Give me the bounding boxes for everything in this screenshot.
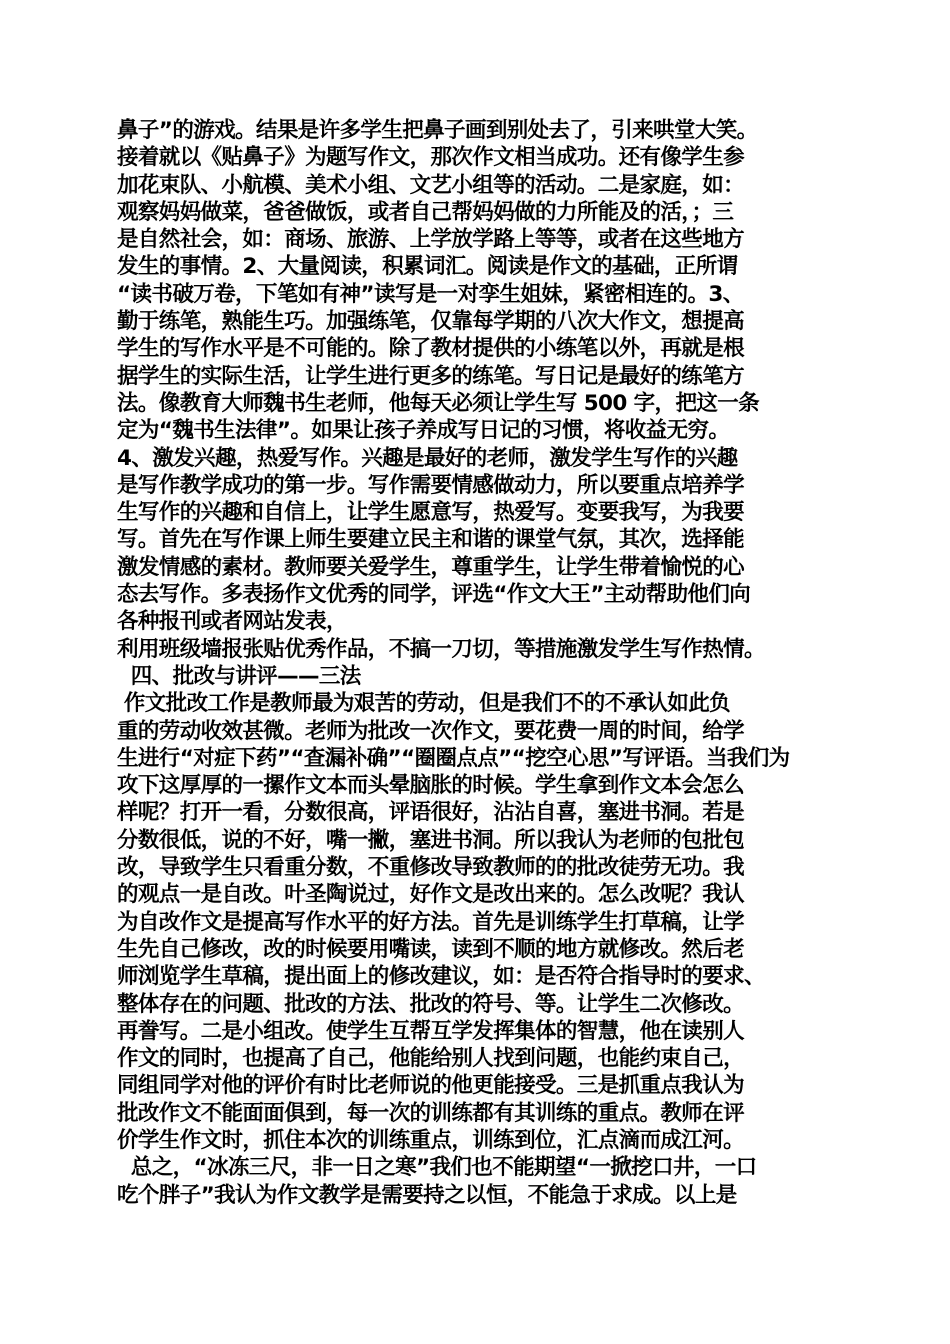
text-line: 是自然社会，如：商场、旅游、上学放学路上等等，或者在这些地方 — [117, 227, 745, 253]
text-line: 价学生作文时，抓住本次的训练重点，训练到位，汇点滴而成江河。 — [117, 1127, 745, 1153]
text-line: 生写作的兴趣和自信上，让学生愿意写，热爱写。变要我写，为我要 — [117, 500, 745, 526]
document-body — [117, 117, 852, 1209]
text-line: 批改作文不能面面俱到，每一次的训练都有其训练的重点。教师在评 — [117, 1100, 745, 1126]
text-line: 生进行“对症下药”“查漏补确”“圈圈点点”“挖空心思”写评语。当我们为 — [117, 745, 790, 771]
text-line: 总之，“冰冻三尺，非一日之寒”我们也不能期望“一掀挖口井，一口 — [117, 1155, 757, 1181]
text-line: “读书破万卷，下笔如有神”读写是一对孪生姐妹，紧密相连的。3、 — [117, 281, 744, 307]
text-line: 的观点一是自改。叶圣陶说过，好作文是改出来的。怎么改呢？我认 — [117, 882, 745, 908]
text-line: 据学生的实际生活，让学生进行更多的练笔。写日记是最好的练笔方 — [117, 363, 745, 389]
text-line: 是写作教学成功的第一步。写作需要情感做动力，所以要重点培养学 — [117, 472, 745, 498]
text-line: 各种报刊或者网站发表， — [117, 609, 347, 635]
text-line: 分数很低，说的不好，嘴一撇，塞进书洞。所以我认为老师的包批包 — [117, 827, 745, 853]
text-line: 勤于练笔，熟能生巧。加强练笔，仅靠每学期的八次大作文，想提高 — [117, 309, 745, 335]
text-line: 鼻子”的游戏。结果是许多学生把鼻子画到别处去了，引来哄堂大笑。 — [117, 118, 758, 143]
text-line: 作文批改工作是教师最为艰苦的劳动，但是我们不的不承认如此负 — [117, 691, 730, 717]
text-line: 为自改作文是提高写作水平的好方法。首先是训练学生打草稿，让学 — [117, 909, 745, 935]
text-line: 利用班级墙报张贴优秀作品，不搞一刀切，等措施激发学生写作热情。 — [117, 636, 765, 662]
text-line: 作文的同时，也提高了自己，他能给别人找到问题，也能约束自己， — [117, 1046, 745, 1072]
text-line: 改，导致学生只看重分数，不重修改导致教师的的批改徒劳无功。我 — [117, 855, 745, 881]
text-line: 样呢？打开一看，分数很高，评语很好，沾沾自喜，塞进书洞。若是 — [117, 800, 745, 826]
text-line: 重的劳动收效甚微。老师为批改一次作文，要花费一周的时间，给学 — [117, 718, 745, 744]
text-line: 学生的写作水平是不可能的。除了教材提供的小练笔以外，再就是根 — [117, 336, 745, 362]
text-line: 加花束队、小航模、美术小组、文艺小组等的活动。二是家庭，如： — [117, 172, 745, 198]
text-line: 发生的事情。2、大量阅读，积累词汇。阅读是作文的基础，正所谓 — [117, 254, 738, 280]
text-line: 4、激发兴趣，热爱写作。兴趣是最好的老师，激发学生写作的兴趣 — [117, 445, 738, 471]
text-line: 法。像教育大师魏书生老师，他每天必须让学生写 500 字，把这一条 — [117, 390, 760, 416]
text-line: 接着就以《贴鼻子》为题写作文，那次作文相当成功。还有像学生参 — [117, 145, 745, 171]
text-line: 攻下这厚厚的一摞作文本而头晕脑胀的时候。学生拿到作文本会怎么 — [117, 773, 745, 799]
text-line: 师浏览学生草稿，提出面上的修改建议，如：是否符合指导时的要求、 — [117, 964, 765, 990]
text-line: 同组同学对他的评价有时比老师说的他更能接受。三是抓重点我认为 — [117, 1073, 745, 1099]
text-line: 生先自己修改，改的时候要用嘴读，读到不顺的地方就修改。然后老 — [117, 936, 745, 962]
text-line: 整体存在的问题、批改的方法、批改的符号、等。让学生二次修改。 — [117, 991, 745, 1017]
text-line: 态去写作。多表扬作文优秀的同学，评选“作文大王”主动帮助他们向 — [117, 582, 751, 608]
text-line: 观察妈妈做菜，爸爸做饭，或者自己帮妈妈做的力所能及的活，；三 — [117, 199, 734, 225]
text-line: 激发情感的素材。教师要关爱学生，尊重学生，让学生带着愉悦的心 — [117, 554, 745, 580]
text-line: 再誊写。二是小组改。使学生互帮互学发挥集体的智慧，他在读别人 — [117, 1018, 745, 1044]
section-heading: 四、批改与讲评——三法 — [117, 663, 361, 689]
text-line: 写。首先在写作课上师生要建立民主和谐的课堂气氛，其次，选择能 — [117, 527, 745, 553]
text-line: 定为“魏书生法律”。如果让孩子养成写日记的习惯，将收益无穷。 — [117, 418, 730, 444]
text-line: 吃个胖子”我认为作文教学是需要持之以恒，不能急于求成。以上是 — [117, 1182, 737, 1208]
